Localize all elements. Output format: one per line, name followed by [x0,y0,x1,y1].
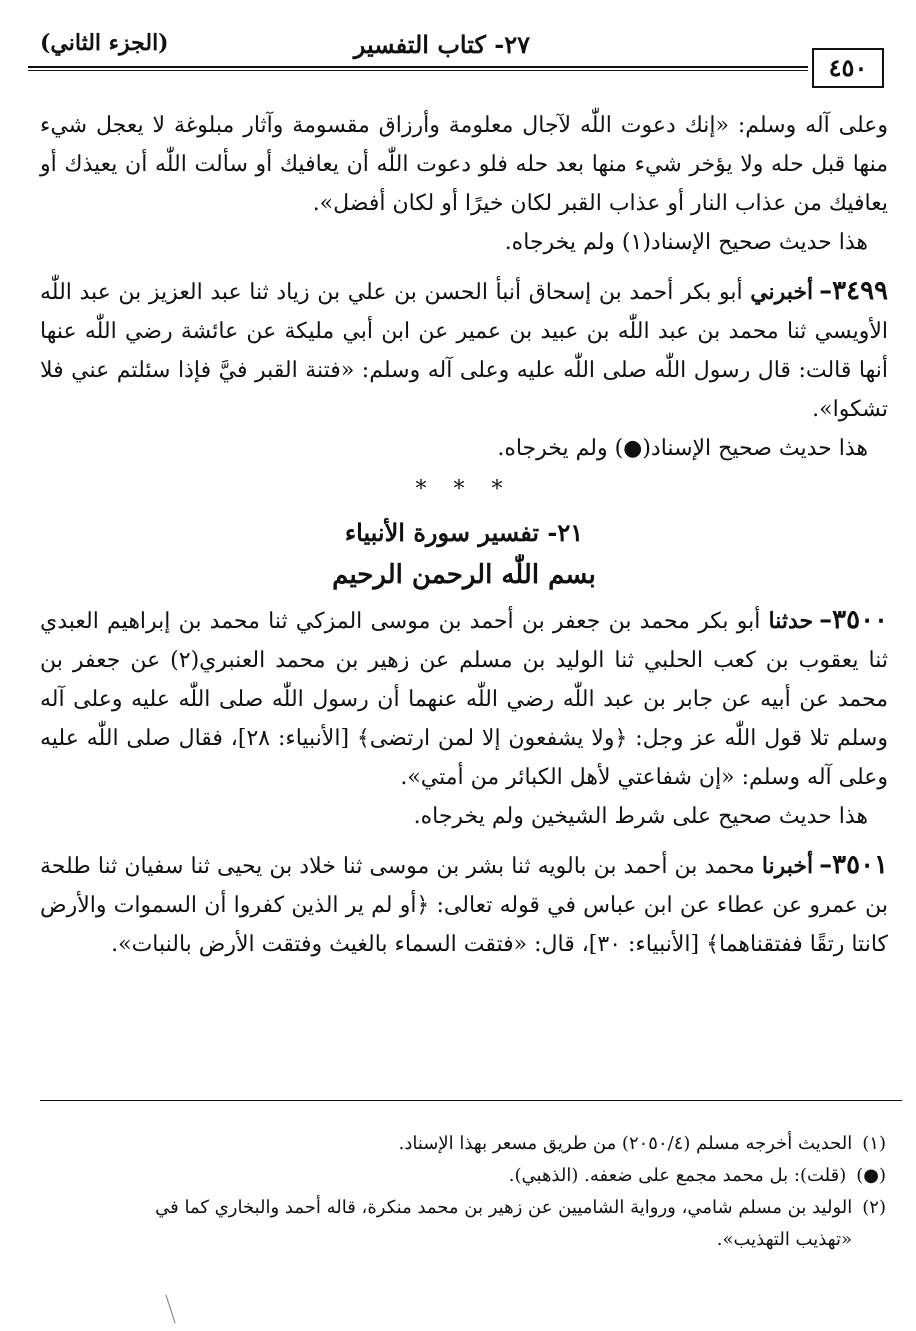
page-header [28,28,890,82]
footnote-2 [40,1192,886,1224]
hadith-text: أبو بكر محمد بن جعفر بن أحمد بن موسى المزكي ثنا محمد بن إبراهيم العبدي ثنا يعقوب بن كعب الحلبي ثنا الوليد بن مسلم عن زهير بن محمد العنبري(٢) عن جعفر بن محمد عن أبيه عن جابر بن عبد اللّٰه رضي اللّٰه عنهما أن رسول اللّٰه صلى اللّٰه عليه وعلى آله وسلم تلا قول اللّٰه عز وجل: ﴿ولا يشفعون إلا لمن ارتضى﴾ [الأنبياء: ٢٨]، فقال صلى اللّٰه عليه وعلى آله وسلم: «إن شفاعتي لأهل الكبائر من أمتي». [40,609,888,790]
hadith-text: أبو بكر أحمد بن إسحاق أنبأ الحسن بن علي بن زياد ثنا عبد العزيز بن عبد اللّٰه الأويسي ثنا محمد بن عبد اللّٰه بن عبيد بن عمير عن ابن أبي مليكة عن عائشة رضي اللّٰه عنها أنها قالت: قال رسول اللّٰه صلى اللّٰه عليه وعلى آله وسلم: «فتنة القبر فيَّ فإذا سئلتم عني فلا تشكوا». [40,280,888,422]
footnote-1 [40,1128,886,1160]
footnote-mark: (●) [856,1165,886,1186]
hadith-number: ٣٥٠١– [819,850,888,880]
main-text [40,106,888,964]
hadith-number: ٣٤٩٩– [819,276,889,306]
hadith-3501 [40,846,888,964]
footnote-rule [40,1100,902,1101]
section-separator: * * * [415,477,513,502]
hadith-3499 [40,272,888,429]
footnote-2-continuation: «تهذيب التهذيب». [716,1229,852,1250]
paragraph-continuation: وعلى آله وسلم: «إنك دعوت اللّٰه لآجال معلومة وأرزاق مقسومة وآثار مبلوغة لا يعجل شيء منها قبل حله ولا يؤخر شيء منها بعد حله فلو دعوت اللّٰه أن يعافيك أو سألت اللّٰه أن يعيذك أو يعافيك من عذاب النار أو عذاب القبر لكان خيرًا أو لكان أفضل». [40,113,888,216]
scan-mark [165,1295,175,1324]
grading-note-3: هذا حديث صحيح على شرط الشيخين ولم يخرجاه. [413,804,868,829]
surah-heading: ٢١- تفسير سورة الأنبياء [344,518,584,547]
footnote-dhahabi [40,1160,886,1192]
footnote-mark: (٢) [862,1197,886,1218]
header-rule-thin [28,70,808,71]
footnotes [40,1128,886,1256]
basmala-heading: بسم اللّٰه الرحمن الرحيم [332,560,596,590]
footnote-mark: (١) [862,1133,886,1154]
footnote-text: الوليد بن مسلم شامي، ورواية الشاميين عن زهير بن محمد منكرة، قاله أحمد والبخاري كما في [155,1197,853,1218]
header-rule [28,66,808,68]
hadith-number: ٣٥٠٠– [819,605,888,635]
volume-label: (الجزء الثاني) [40,30,169,56]
footnote-text: (قلت): بل محمد مجمع على ضعفه. (الذهبي). [508,1165,847,1186]
hadith-keyword: أخبرني [750,279,814,305]
hadith-3500 [40,601,888,797]
footnote-text: الحديث أخرجه مسلم (٢٠٥٠/٤) من طريق مسعر بهذا الإسناد. [398,1133,853,1154]
hadith-keyword: حدثنا [768,608,814,634]
grading-note-1: هذا حديث صحيح الإسناد(١) ولم يخرجاه. [504,230,868,255]
page-number: ٤٥٠ [812,48,884,88]
grading-note-2: هذا حديث صحيح الإسناد(●) ولم يخرجاه. [497,436,868,461]
hadith-keyword: أخبرنا [761,853,814,879]
hadith-text: محمد بن أحمد بن بالويه ثنا بشر بن موسى ثنا خلاد بن يحيى ثنا سفيان ثنا طلحة بن عمرو عن عطاء عن ابن عباس في قوله تعالى: ﴿أو لم ير الذين كفروا أن السموات والأرض كانتا رتقًا ففتقناهما﴾ [الأنبياء: ٣٠]، قال: «فتقت السماء بالغيث وفتقت الأرض بالنبات». [40,854,888,957]
book-title: ٢٧- كتاب التفسير [353,30,530,59]
